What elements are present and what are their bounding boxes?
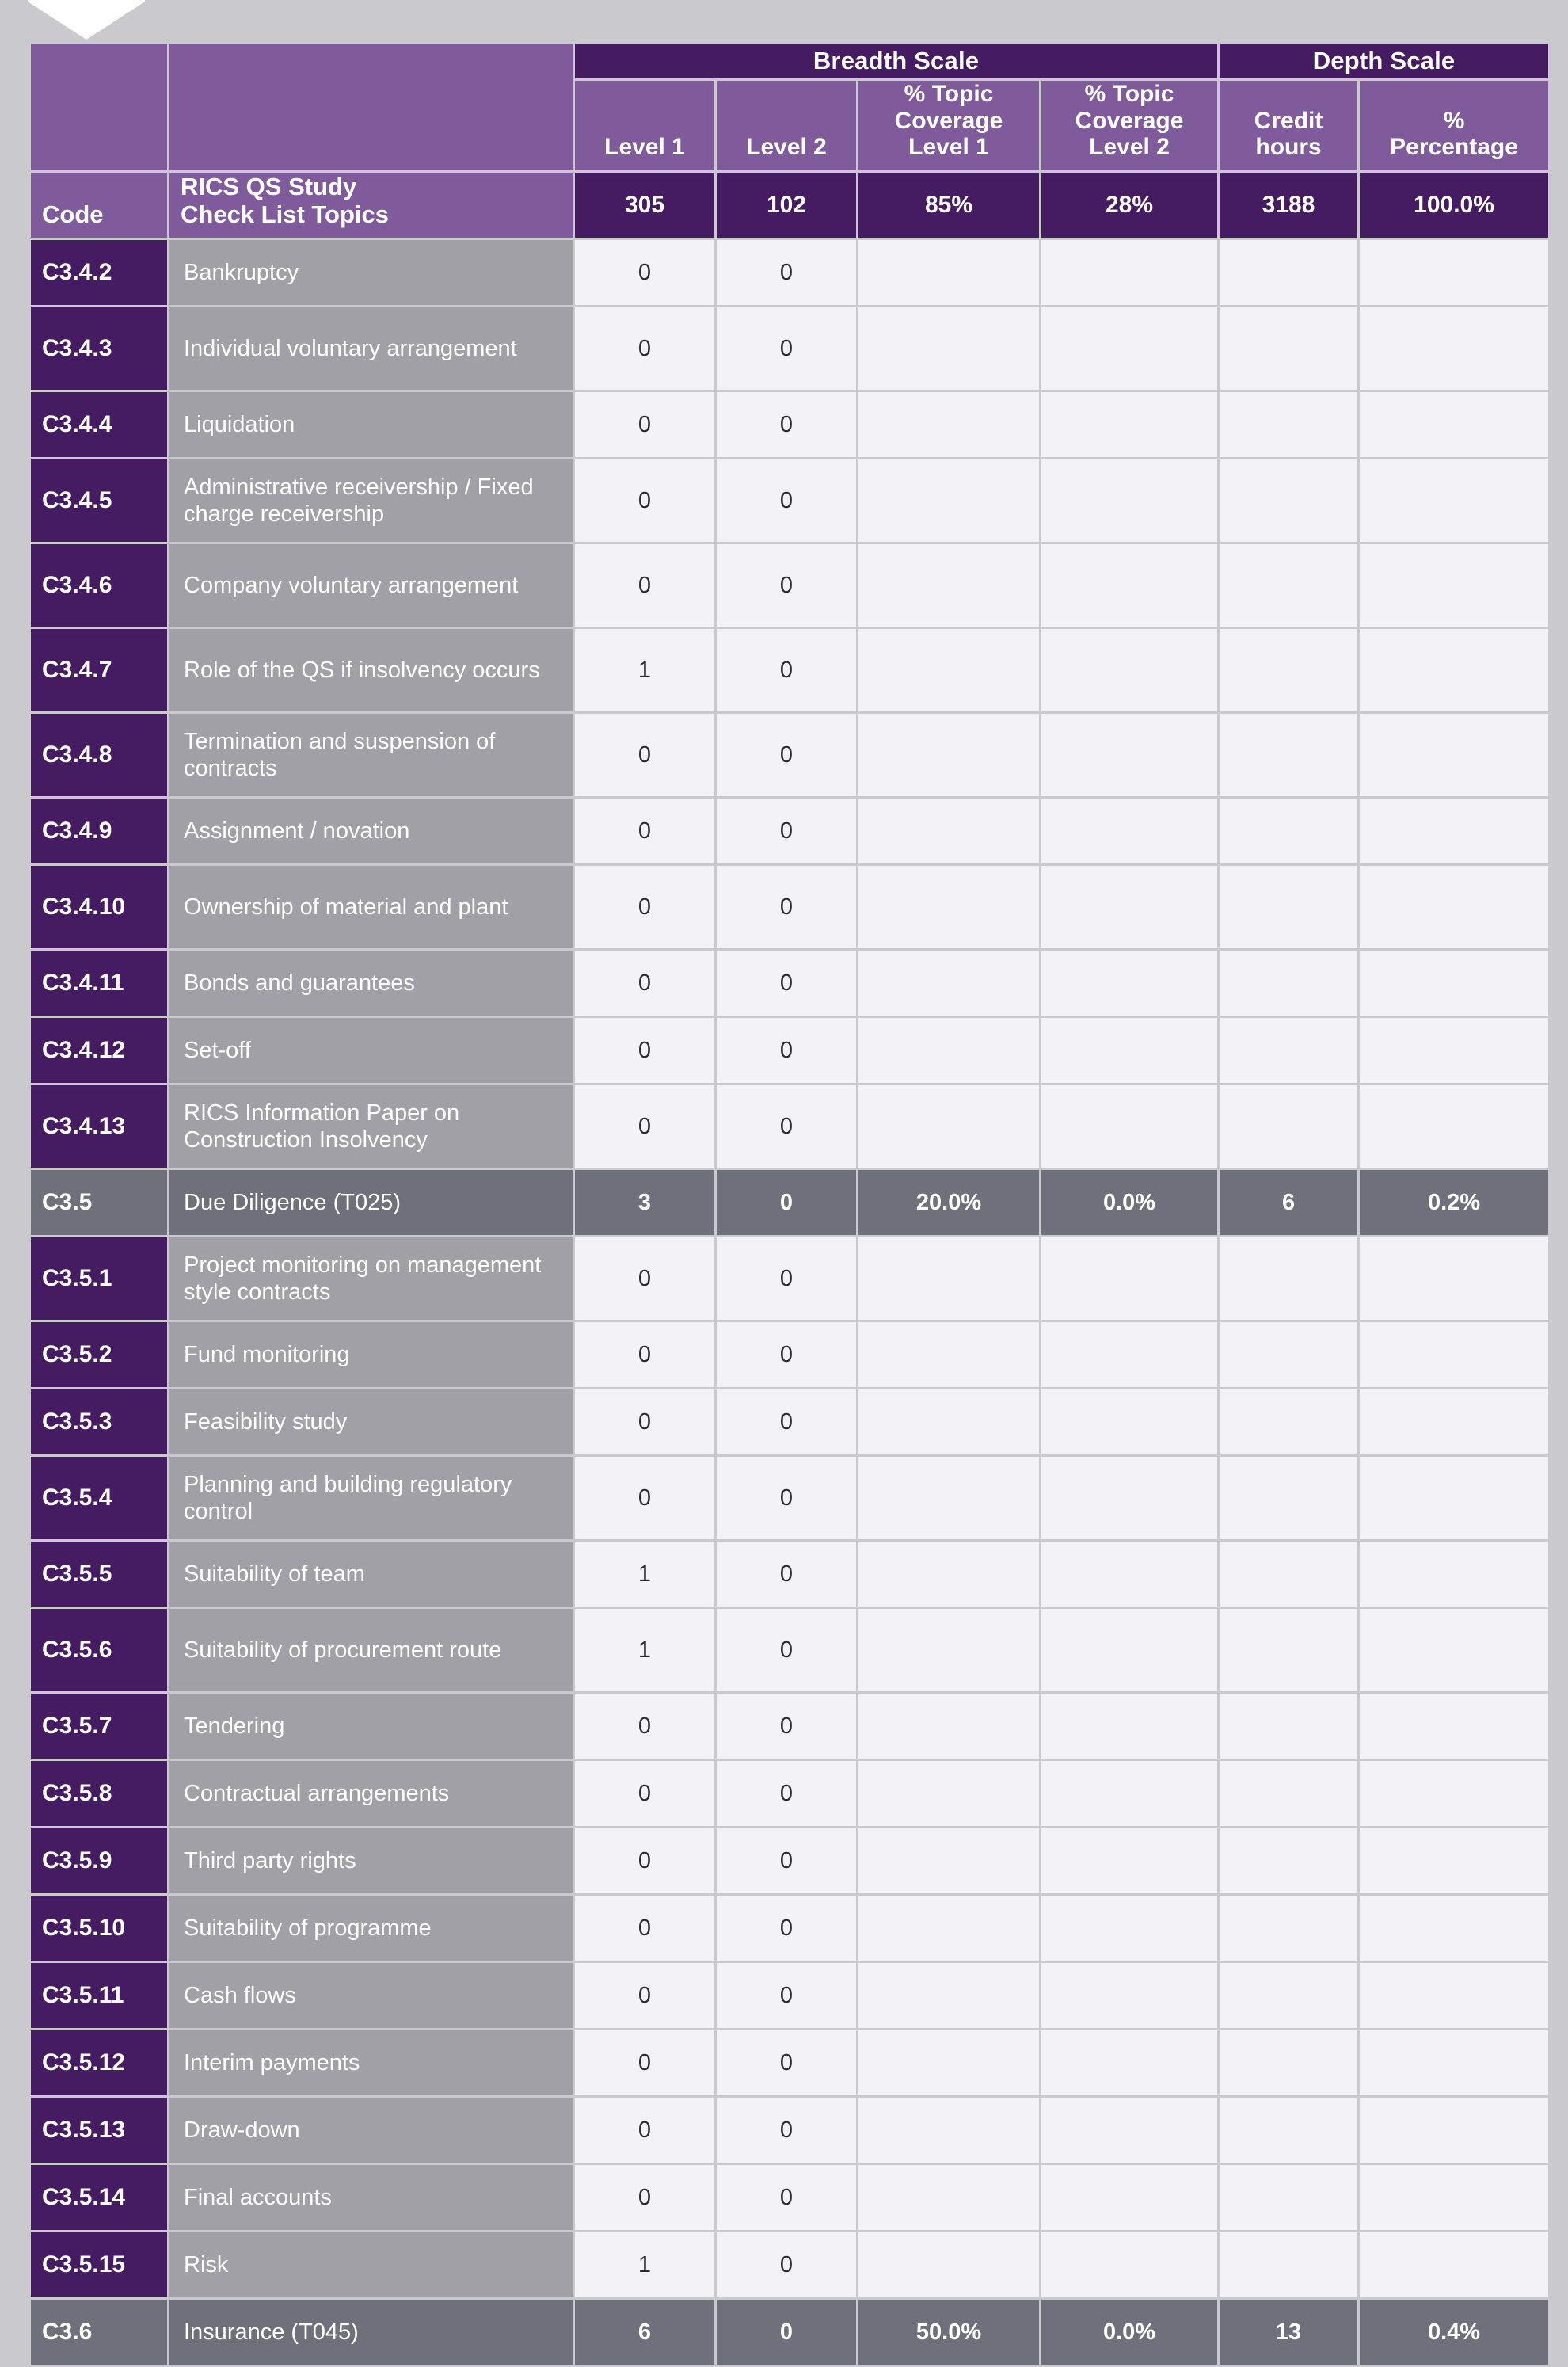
row-topic-cell: RICS Information Paper on Construction Insolvency <box>169 1085 573 1168</box>
row-percentage-cell <box>1360 1828 1548 1893</box>
row-topic-cell: Bankruptcy <box>169 240 573 305</box>
row-percentage-cell <box>1360 459 1548 542</box>
table-header <box>31 44 1548 238</box>
row-credit-hours-cell <box>1220 866 1357 948</box>
table-row <box>31 1542 1548 1607</box>
row-topic-cell: Suitability of programme <box>169 1896 573 1961</box>
row-pct-coverage-level-1-cell <box>858 1609 1039 1691</box>
header-col-pct-topic-coverage-level-1 <box>858 81 1039 170</box>
row-level-2-cell: 0 <box>717 1457 856 1539</box>
row-code-cell: C3.5.4 <box>31 1457 167 1539</box>
row-credit-hours-cell <box>1220 1389 1357 1454</box>
row-level-1-cell: 0 <box>575 1896 714 1961</box>
row-topic-cell: Feasibility study <box>169 1389 573 1454</box>
total-percentage: 100.0% <box>1360 173 1548 238</box>
row-pct-coverage-level-1-cell <box>858 714 1039 796</box>
row-percentage-cell <box>1360 2232 1548 2297</box>
table-row <box>31 1018 1548 1083</box>
row-percentage-cell <box>1360 1457 1548 1539</box>
row-pct-coverage-level-2-cell <box>1041 240 1217 305</box>
page-corner-notch-icon <box>28 0 145 40</box>
row-pct-coverage-level-2-cell <box>1041 2030 1217 2095</box>
row-topic-cell: Set-off <box>169 1018 573 1083</box>
row-credit-hours-cell <box>1220 1963 1357 2028</box>
row-topic-cell: Bonds and guarantees <box>169 951 573 1016</box>
row-pct-coverage-level-1-cell <box>858 1018 1039 1083</box>
row-level-2-cell: 0 <box>717 2165 856 2230</box>
table-row <box>31 1085 1548 1168</box>
row-pct-coverage-level-1-cell <box>858 2030 1039 2095</box>
row-level-1-cell: 0 <box>575 951 714 1016</box>
row-topic-cell: Suitability of team <box>169 1542 573 1607</box>
header-group-breadth-scale: Breadth Scale <box>575 44 1217 78</box>
table-row <box>31 714 1548 796</box>
header-col-pct-topic-coverage-level-2 <box>1041 81 1217 170</box>
row-topic-cell: Due Diligence (T025) <box>169 1170 573 1235</box>
row-level-2-cell: 0 <box>717 866 856 948</box>
row-pct-coverage-level-2-cell <box>1041 1694 1217 1759</box>
header-code-spacer <box>31 44 167 170</box>
row-pct-coverage-level-1-cell <box>858 2098 1039 2163</box>
row-pct-coverage-level-2-cell <box>1041 2098 1217 2163</box>
row-pct-coverage-level-2-cell <box>1041 1018 1217 1083</box>
row-level-2-cell: 0 <box>717 799 856 863</box>
row-pct-coverage-level-1-cell <box>858 799 1039 863</box>
row-credit-hours-cell <box>1220 1694 1357 1759</box>
table-row <box>31 2165 1548 2230</box>
row-topic-cell: Risk <box>169 2232 573 2297</box>
row-level-2-cell: 0 <box>717 2300 856 2365</box>
row-credit-hours-cell <box>1220 240 1357 305</box>
row-credit-hours-cell <box>1220 1457 1357 1539</box>
row-topic-cell: Liquidation <box>169 392 573 457</box>
row-percentage-cell <box>1360 392 1548 457</box>
row-pct-coverage-level-2-cell <box>1041 2232 1217 2297</box>
row-topic-cell: Individual voluntary arrangement <box>169 307 573 390</box>
row-percentage-cell <box>1360 1896 1548 1961</box>
row-pct-coverage-level-1-cell <box>858 459 1039 542</box>
row-topic-cell: Tendering <box>169 1694 573 1759</box>
row-pct-coverage-level-2-cell <box>1041 629 1217 711</box>
row-level-2-cell: 0 <box>717 2030 856 2095</box>
row-pct-coverage-level-2-cell <box>1041 1963 1217 2028</box>
row-percentage-cell <box>1360 799 1548 863</box>
row-topic-cell: Role of the QS if insolvency occurs <box>169 629 573 711</box>
row-topic-cell: Suitability of procurement route <box>169 1609 573 1691</box>
table-row <box>31 1609 1548 1691</box>
total-level-1: 305 <box>575 173 714 238</box>
row-code-cell: C3.5.15 <box>31 2232 167 2297</box>
row-percentage-cell <box>1360 866 1548 948</box>
table-row <box>31 1761 1548 1826</box>
row-credit-hours-cell <box>1220 307 1357 390</box>
row-level-2-cell: 0 <box>717 1542 856 1607</box>
row-pct-coverage-level-1-cell <box>858 1694 1039 1759</box>
row-pct-coverage-level-2-cell: 0.0% <box>1041 2300 1217 2365</box>
row-pct-coverage-level-1-cell <box>858 1542 1039 1607</box>
header-col-code: Code <box>31 173 167 238</box>
row-pct-coverage-level-2-cell <box>1041 1085 1217 1168</box>
table-row <box>31 392 1548 457</box>
row-level-2-cell: 0 <box>717 1237 856 1320</box>
row-topic-cell: Termination and suspension of contracts <box>169 714 573 796</box>
row-level-1-cell: 0 <box>575 1761 714 1826</box>
row-credit-hours-cell <box>1220 1018 1357 1083</box>
row-credit-hours-cell <box>1220 1322 1357 1387</box>
row-pct-coverage-level-1-cell <box>858 2165 1039 2230</box>
row-credit-hours-cell <box>1220 2165 1357 2230</box>
row-percentage-cell <box>1360 1018 1548 1083</box>
table-row <box>31 1237 1548 1320</box>
row-topic-cell: Project monitoring on management style contracts <box>169 1237 573 1320</box>
row-level-2-cell: 0 <box>717 1963 856 2028</box>
row-credit-hours-cell <box>1220 2232 1357 2297</box>
row-credit-hours-cell: 6 <box>1220 1170 1357 1235</box>
row-topic-cell: Assignment / novation <box>169 799 573 863</box>
row-credit-hours-cell <box>1220 1609 1357 1691</box>
row-pct-coverage-level-1-cell <box>858 1896 1039 1961</box>
row-topic-cell: Administrative receivership / Fixed charge receivership <box>169 459 573 542</box>
row-pct-coverage-level-2-cell <box>1041 1828 1217 1893</box>
table-row <box>31 1389 1548 1454</box>
row-credit-hours-cell <box>1220 1237 1357 1320</box>
row-level-1-cell: 0 <box>575 866 714 948</box>
row-pct-coverage-level-2-cell <box>1041 1761 1217 1826</box>
row-level-1-cell: 0 <box>575 2165 714 2230</box>
row-percentage-cell <box>1360 2098 1548 2163</box>
row-level-1-cell: 3 <box>575 1170 714 1235</box>
row-percentage-cell <box>1360 240 1548 305</box>
table-row <box>31 459 1548 542</box>
row-level-2-cell: 0 <box>717 307 856 390</box>
row-pct-coverage-level-2-cell <box>1041 714 1217 796</box>
row-level-1-cell: 0 <box>575 459 714 542</box>
row-level-2-cell: 0 <box>717 1896 856 1961</box>
row-code-cell: C3.5.6 <box>31 1609 167 1691</box>
row-code-cell: C3.5.10 <box>31 1896 167 1961</box>
rics-qs-study-checklist-table <box>29 41 1551 2367</box>
row-code-cell: C3.4.4 <box>31 392 167 457</box>
row-credit-hours-cell <box>1220 951 1357 1016</box>
row-pct-coverage-level-1-cell <box>858 1322 1039 1387</box>
row-pct-coverage-level-2-cell <box>1041 544 1217 627</box>
row-credit-hours-cell <box>1220 714 1357 796</box>
row-pct-coverage-level-1-cell <box>858 307 1039 390</box>
row-level-2-cell: 0 <box>717 544 856 627</box>
header-col-pct2-line3: Level 2 <box>1089 134 1170 161</box>
rics-qs-study-checklist-table-container <box>29 41 1544 2367</box>
row-pct-coverage-level-1-cell <box>858 2232 1039 2297</box>
row-percentage-cell <box>1360 1389 1548 1454</box>
row-pct-coverage-level-2-cell: 0.0% <box>1041 1170 1217 1235</box>
row-percentage-cell <box>1360 629 1548 711</box>
row-percentage-cell <box>1360 1609 1548 1691</box>
header-col-credit-line1: Credit <box>1254 107 1323 134</box>
row-pct-coverage-level-2-cell <box>1041 1237 1217 1320</box>
row-level-1-cell: 0 <box>575 1828 714 1893</box>
table-row <box>31 2232 1548 2297</box>
row-level-2-cell: 0 <box>717 2098 856 2163</box>
row-pct-coverage-level-2-cell <box>1041 799 1217 863</box>
row-percentage-cell <box>1360 1542 1548 1607</box>
row-pct-coverage-level-1-cell <box>858 951 1039 1016</box>
row-code-cell: C3.4.13 <box>31 1085 167 1168</box>
row-percentage-cell <box>1360 1237 1548 1320</box>
row-pct-coverage-level-1-cell <box>858 240 1039 305</box>
table-row <box>31 307 1548 390</box>
row-code-cell: C3.5.9 <box>31 1828 167 1893</box>
table-row <box>31 1694 1548 1759</box>
row-percentage-cell <box>1360 2030 1548 2095</box>
row-pct-coverage-level-1-cell: 50.0% <box>858 2300 1039 2365</box>
table-row <box>31 951 1548 1016</box>
row-topic-cell: Interim payments <box>169 2030 573 2095</box>
row-pct-coverage-level-2-cell <box>1041 866 1217 948</box>
row-topic-cell: Company voluntary arrangement <box>169 544 573 627</box>
header-col-pct2-line1: % Topic <box>1084 81 1174 107</box>
row-credit-hours-cell <box>1220 629 1357 711</box>
header-col-pct1-line2: Coverage <box>894 107 1003 134</box>
table-row <box>31 2030 1548 2095</box>
row-percentage-cell <box>1360 1963 1548 2028</box>
row-code-cell: C3.5.7 <box>31 1694 167 1759</box>
header-col-pct2-line2: Coverage <box>1075 107 1184 134</box>
row-pct-coverage-level-2-cell <box>1041 2165 1217 2230</box>
row-code-cell: C3.4.8 <box>31 714 167 796</box>
header-col-credit-line2: hours <box>1255 134 1322 161</box>
header-group-depth-scale: Depth Scale <box>1220 44 1548 78</box>
row-pct-coverage-level-2-cell <box>1041 459 1217 542</box>
row-level-1-cell: 0 <box>575 1963 714 2028</box>
row-level-1-cell: 0 <box>575 1389 714 1454</box>
row-code-cell: C3.5 <box>31 1170 167 1235</box>
row-level-2-cell: 0 <box>717 1694 856 1759</box>
row-percentage-cell <box>1360 1322 1548 1387</box>
table-body <box>31 240 1548 2365</box>
row-level-2-cell: 0 <box>717 1085 856 1168</box>
total-pct-coverage-level-1: 85% <box>858 173 1039 238</box>
row-code-cell: C3.5.14 <box>31 2165 167 2230</box>
row-level-1-cell: 0 <box>575 714 714 796</box>
row-code-cell: C3.4.5 <box>31 459 167 542</box>
row-level-1-cell: 1 <box>575 1542 714 1607</box>
row-level-1-cell: 0 <box>575 1457 714 1539</box>
row-percentage-cell <box>1360 714 1548 796</box>
row-topic-cell: Fund monitoring <box>169 1322 573 1387</box>
row-code-cell: C3.5.3 <box>31 1389 167 1454</box>
row-credit-hours-cell: 13 <box>1220 2300 1357 2365</box>
row-code-cell: C3.4.2 <box>31 240 167 305</box>
row-pct-coverage-level-2-cell <box>1041 1457 1217 1539</box>
row-topic-cell: Third party rights <box>169 1828 573 1893</box>
row-percentage-cell <box>1360 1761 1548 1826</box>
row-pct-coverage-level-2-cell <box>1041 1609 1217 1691</box>
row-level-2-cell: 0 <box>717 2232 856 2297</box>
row-credit-hours-cell <box>1220 2098 1357 2163</box>
header-group-row <box>31 44 1548 78</box>
row-percentage-cell <box>1360 1694 1548 1759</box>
row-code-cell: C3.4.9 <box>31 799 167 863</box>
row-level-1-cell: 1 <box>575 1609 714 1691</box>
header-col-pct1-line3: Level 1 <box>908 134 989 161</box>
header-col-topic-line1: RICS QS Study <box>181 172 357 200</box>
row-level-1-cell: 1 <box>575 2232 714 2297</box>
table-row <box>31 629 1548 711</box>
header-col-level-2: Level 2 <box>717 81 856 170</box>
table-row <box>31 2098 1548 2163</box>
row-pct-coverage-level-2-cell <box>1041 1389 1217 1454</box>
table-row <box>31 1896 1548 1961</box>
row-percentage-cell <box>1360 544 1548 627</box>
header-col-topic-line2: Check List Topics <box>181 200 389 229</box>
row-pct-coverage-level-2-cell <box>1041 1322 1217 1387</box>
table-row <box>31 544 1548 627</box>
row-pct-coverage-level-1-cell <box>858 866 1039 948</box>
row-credit-hours-cell <box>1220 1085 1357 1168</box>
header-col-pctg-line2: Percentage <box>1390 134 1518 161</box>
header-col-percentage <box>1360 81 1548 170</box>
row-level-2-cell: 0 <box>717 1322 856 1387</box>
header-col-pct1-line1: % Topic <box>904 81 994 107</box>
row-level-1-cell: 0 <box>575 1694 714 1759</box>
total-pct-coverage-level-2: 28% <box>1041 173 1217 238</box>
row-credit-hours-cell <box>1220 459 1357 542</box>
row-pct-coverage-level-1-cell <box>858 629 1039 711</box>
row-pct-coverage-level-1-cell <box>858 1828 1039 1893</box>
row-level-2-cell: 0 <box>717 1170 856 1235</box>
row-topic-cell: Ownership of material and plant <box>169 866 573 948</box>
row-level-1-cell: 0 <box>575 544 714 627</box>
row-level-2-cell: 0 <box>717 951 856 1016</box>
table-row <box>31 1457 1548 1539</box>
row-code-cell: C3.4.7 <box>31 629 167 711</box>
table-row <box>31 866 1548 948</box>
row-code-cell: C3.5.2 <box>31 1322 167 1387</box>
row-topic-cell: Draw-down <box>169 2098 573 2163</box>
row-code-cell: C3.4.3 <box>31 307 167 390</box>
table-row <box>31 799 1548 863</box>
row-topic-cell: Final accounts <box>169 2165 573 2230</box>
table-row <box>31 240 1548 305</box>
row-topic-cell: Contractual arrangements <box>169 1761 573 1826</box>
row-pct-coverage-level-1-cell <box>858 1389 1039 1454</box>
row-level-1-cell: 0 <box>575 1018 714 1083</box>
row-credit-hours-cell <box>1220 2030 1357 2095</box>
row-level-2-cell: 0 <box>717 1389 856 1454</box>
row-credit-hours-cell <box>1220 1542 1357 1607</box>
header-label-totals-row <box>31 173 1548 238</box>
row-percentage-cell <box>1360 951 1548 1016</box>
row-level-1-cell: 0 <box>575 240 714 305</box>
row-code-cell: C3.5.8 <box>31 1761 167 1826</box>
row-pct-coverage-level-2-cell <box>1041 1542 1217 1607</box>
header-col-credit-hours <box>1220 81 1357 170</box>
row-pct-coverage-level-2-cell <box>1041 392 1217 457</box>
row-code-cell: C3.4.6 <box>31 544 167 627</box>
row-topic-cell: Insurance (T045) <box>169 2300 573 2365</box>
row-code-cell: C3.6 <box>31 2300 167 2365</box>
row-credit-hours-cell <box>1220 1761 1357 1826</box>
row-topic-cell: Planning and building regulatory control <box>169 1457 573 1539</box>
row-percentage-cell <box>1360 2165 1548 2230</box>
header-col-pctg-line1: % <box>1443 107 1465 134</box>
row-pct-coverage-level-1-cell <box>858 1085 1039 1168</box>
row-percentage-cell <box>1360 1085 1548 1168</box>
row-pct-coverage-level-2-cell <box>1041 307 1217 390</box>
row-level-2-cell: 0 <box>717 629 856 711</box>
row-pct-coverage-level-1-cell <box>858 1237 1039 1320</box>
row-code-cell: C3.4.11 <box>31 951 167 1016</box>
row-level-1-cell: 1 <box>575 629 714 711</box>
row-credit-hours-cell <box>1220 799 1357 863</box>
row-pct-coverage-level-1-cell <box>858 1457 1039 1539</box>
row-level-2-cell: 0 <box>717 1609 856 1691</box>
row-level-2-cell: 0 <box>717 1828 856 1893</box>
table-row <box>31 1322 1548 1387</box>
row-code-cell: C3.5.13 <box>31 2098 167 2163</box>
row-topic-cell: Cash flows <box>169 1963 573 2028</box>
row-level-1-cell: 0 <box>575 1322 714 1387</box>
row-pct-coverage-level-1-cell <box>858 1761 1039 1826</box>
header-col-topic <box>169 173 573 238</box>
row-pct-coverage-level-1-cell <box>858 1963 1039 2028</box>
row-percentage-cell <box>1360 307 1548 390</box>
row-code-cell: C3.5.5 <box>31 1542 167 1607</box>
row-code-cell: C3.4.10 <box>31 866 167 948</box>
table-row <box>31 1963 1548 2028</box>
table-row-summary <box>31 2300 1548 2365</box>
table-row-summary <box>31 1170 1548 1235</box>
row-credit-hours-cell <box>1220 544 1357 627</box>
row-level-2-cell: 0 <box>717 459 856 542</box>
row-code-cell: C3.5.1 <box>31 1237 167 1320</box>
row-level-1-cell: 0 <box>575 799 714 863</box>
row-credit-hours-cell <box>1220 392 1357 457</box>
row-percentage-cell: 0.4% <box>1360 2300 1548 2365</box>
header-topic-spacer <box>169 44 573 170</box>
table-row <box>31 1828 1548 1893</box>
row-percentage-cell: 0.2% <box>1360 1170 1548 1235</box>
row-level-1-cell: 0 <box>575 1237 714 1320</box>
row-level-2-cell: 0 <box>717 392 856 457</box>
row-level-1-cell: 0 <box>575 1085 714 1168</box>
row-credit-hours-cell <box>1220 1828 1357 1893</box>
row-level-1-cell: 6 <box>575 2300 714 2365</box>
row-level-2-cell: 0 <box>717 1761 856 1826</box>
row-code-cell: C3.4.12 <box>31 1018 167 1083</box>
row-pct-coverage-level-1-cell <box>858 392 1039 457</box>
row-level-1-cell: 0 <box>575 307 714 390</box>
row-pct-coverage-level-1-cell <box>858 544 1039 627</box>
row-pct-coverage-level-2-cell <box>1041 951 1217 1016</box>
row-code-cell: C3.5.12 <box>31 2030 167 2095</box>
total-credit-hours: 3188 <box>1220 173 1357 238</box>
row-level-2-cell: 0 <box>717 1018 856 1083</box>
row-level-2-cell: 0 <box>717 240 856 305</box>
header-col-level-1: Level 1 <box>575 81 714 170</box>
row-level-1-cell: 0 <box>575 392 714 457</box>
row-pct-coverage-level-2-cell <box>1041 1896 1217 1961</box>
row-credit-hours-cell <box>1220 1896 1357 1961</box>
row-level-1-cell: 0 <box>575 2030 714 2095</box>
row-pct-coverage-level-1-cell: 20.0% <box>858 1170 1039 1235</box>
total-level-2: 102 <box>717 173 856 238</box>
row-code-cell: C3.5.11 <box>31 1963 167 2028</box>
row-level-2-cell: 0 <box>717 714 856 796</box>
row-level-1-cell: 0 <box>575 2098 714 2163</box>
